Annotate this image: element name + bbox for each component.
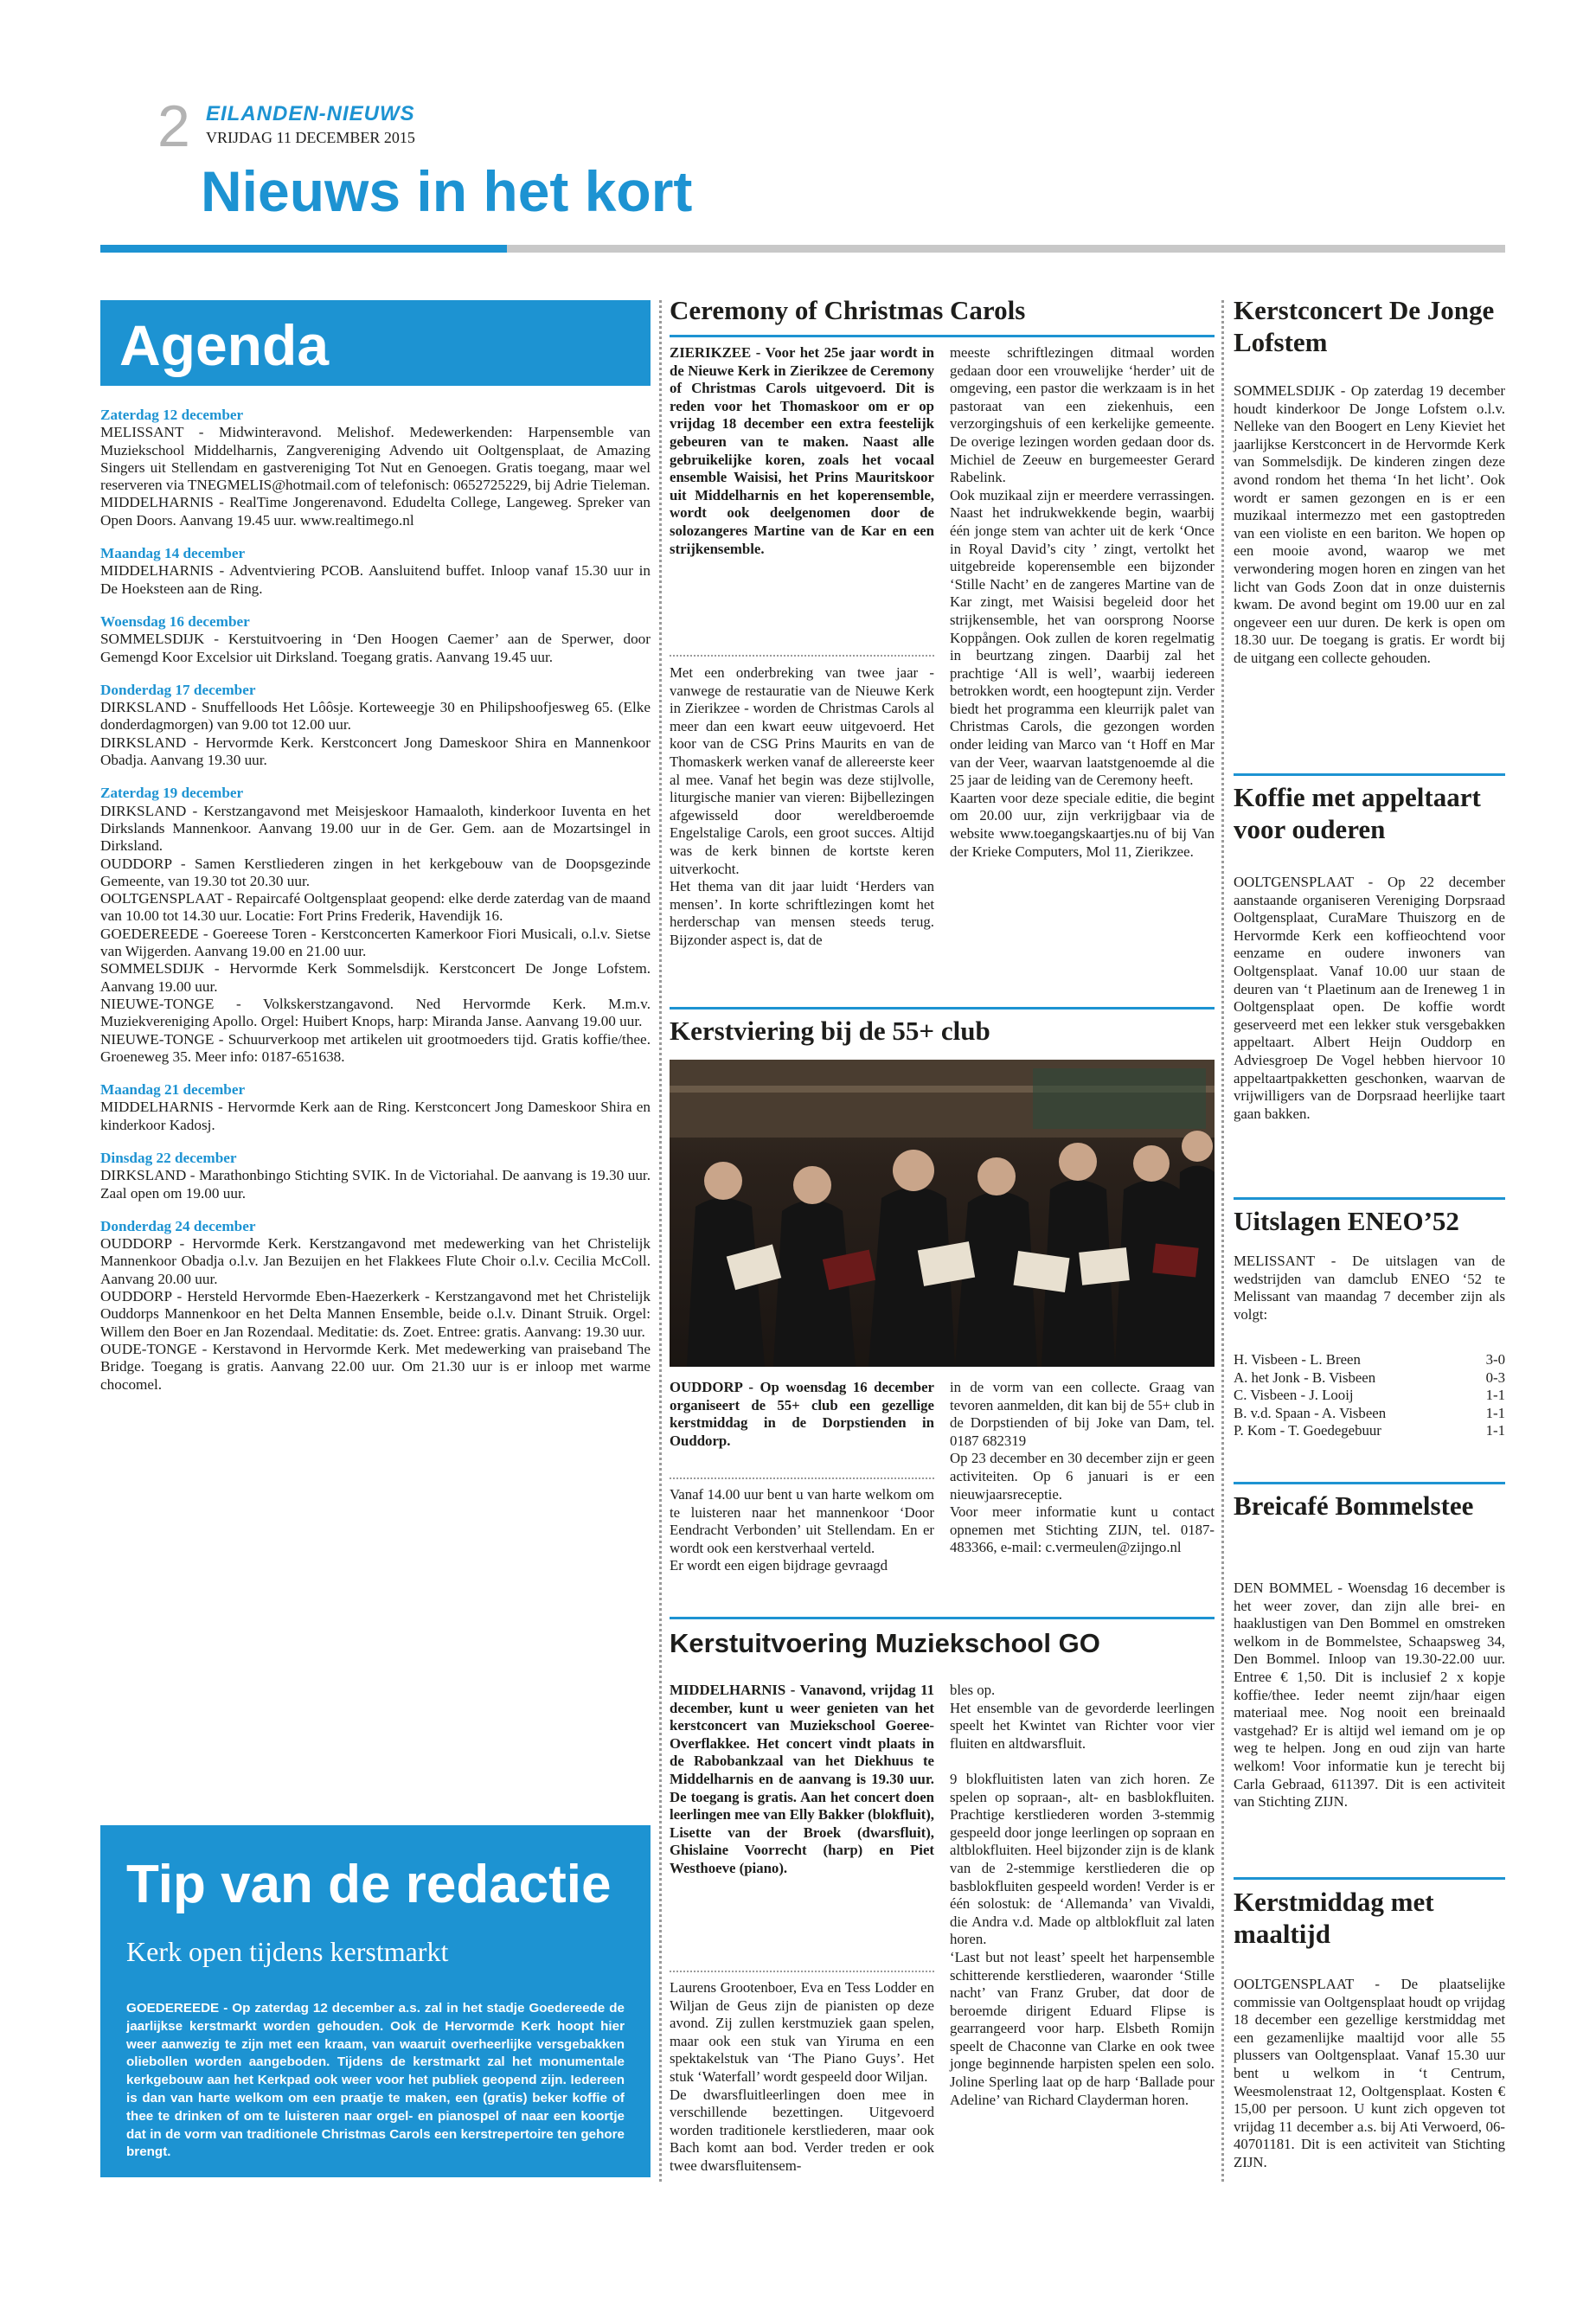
article-body: Laurens Grootenboer, Eva en Tess Lodder en Wiljan de Geus zijn de pianisten op deze avond. Zij zullen kerstmuziek gaan spelen, maar ook een stuk van Yiruma en een spektakelstuk van ‘The Piano Guys’. Het stuk ‘Waterfall’ wordt gespeeld door Wiljan. De dwarsfluitleerlingen doen mee in verschillende bezettingen. Uitgevoerd worden traditionele kerstliederen, maar ook Bach komt aan bod. Verder treden er ook twee dwarsfluitensem- (670, 1979, 934, 2174)
article-lead: MIDDELHARNIS - Vanavond, vrijdag 11 december, kunt u weer genieten van het kerstconcert van Muziekschool Goeree-Overflakkee. Het concert vindt plaats in de Rabobankzaal van het Diekhuus te Middelharnis en de aanvang is 19.30 uur. De toegang is gratis. Aan het concert doen leerlingen mee van Elly Bakker (blokfluit), Lisette van der Broek (dwarsfluit), Ghislaine Voorrecht (harp) en Piet Westhoeve (piano). (670, 1682, 934, 1876)
article-body: DEN BOMMEL - Woensdag 16 december is het weer zover, dan zijn alle brei- en haaklustigen van Den Bommel en omstreken welkom in de Bommelstee, Schaapsweg 34, Den Bommel. Inloop van 19.30-22.00 uur. Entree € 1,50. Dit is inclusief 2 x kopje koffie/thee. Ieder neemt zijn/haar eigen materiaal mee. Nog nooit een breinaald vastgehad? Er is altijd wel iemand om je op weg te helpen. Jong en oud zijn van harte welkom! Voor informatie kun je terecht bij Carla Gebraad, 611397. Dit is een activiteit van Stichting ZIJN. (1234, 1580, 1505, 1811)
agenda-entry: MELISSANT - Midwinteravond. Melishof. Medewerkenden: Harpensemble van Muziekschool Middelharnis, Zangvereniging Advendo uit Ooltgensplaat, de Amazing Singers uit Stellendam en gastvereniging Tot Nut en Genoegen. Gratis toegang, maar wel reserveren via TNEGMELIS@hotmail.com of telefonisch: 0652725229, bij Adrie Tieleman. MIDDELHARNIS - RealTime Jongerenavond. Edudelta College, Langeweg. Spreker van Open Doors. Aanvang 19.45 uur. www.realtimego.nl (100, 424, 651, 529)
article-body: SOMMELSDIJK - Op zaterdag 19 december houdt kinderkoor De Jonge Lofstem o.l.v. Nelleke van den Boogert en Leny Kieviet het jaarlijkse Kerstconcert in de Hervormde Kerk van Sommelsdijk. De kinderen zingen deze avond rondom het thema ‘In het licht’. Ook wordt er samen gezongen en is er een muzikaal intermezzo met een gastoptreden van een violiste en een bariton. We hopen op een mooie avond, waarop we met verwondering mogen horen en zingen van het licht van Gods Zoon dat in onze duisternis kwam. De avond begint om 19.00 uur en zal ongeveer een uur duren. De kerk is open om 18.30 uur. De toegang is gratis. Er wordt bij de uitgang een collecte gehouden. (1234, 382, 1505, 666)
article-body: Vanaf 14.00 uur bent u van harte welkom om te luisteren naar het mannenkoor ‘Door Eendracht Verbonden’ uit Stellendam. En er wordt ook een kerstverhaal verteld. Er wordt een eigen bijdrage gevraagd (670, 1486, 934, 1574)
article-body: meeste schriftlezingen ditmaal worden gedaan door een vrouwelijke ‘herder’ uit de omgeving, een pastor die werkzaam is in het pastoraat van een ziekenhuis, een verzorgingshuis of een kerkelijke gemeente. De overige lezingen worden gedaan door ds. Michiel de Zeeuw en burgemeester Gerard Rabelink. Ook muzikaal zijn er meerdere verrassingen. Naast het indrukwekkende begin, waarbij één jonge stem van achter uit de kerk ‘Once in Royal David’s city ’ zingt, vertolkt het uitgebreide koperensemble een bijzonder ‘Stille Nacht’ en de zangeres Martine van de Kar zingt, met Waisisi begeleid door het strijkensemble, het van oorsprong Noorse Koppången. Ook zullen de koren regelmatig in beurtzang zingen. Daarbij zal het prachtige ‘All is well’, waarbij iedereen betrokken wordt, een hoogtepunt zijn. Verder biedt het programma een kleurrijk palet van Christmas Carols, die gezongen worden onder leiding van Marco van ‘t Hoff en Mar van der Veer, waarvan laatstgenoemde al die 25 jaar de leiding van de Ceremony heeft. Kaarten voor deze speciale editie, die begint om 20.00 uur, zijn verkrijgbaar via de website www.toegangskaartjes.nu of bij Van der Krieke Computers, Mol 11, Zierikzee. (950, 344, 1215, 860)
header-rule (507, 245, 1505, 253)
results-table (1234, 1351, 1505, 1440)
agenda-title: Agenda (119, 313, 330, 377)
page-number: 2 (157, 93, 190, 159)
choir-photo-illustration (670, 1060, 1215, 1367)
result-row (1234, 1422, 1505, 1440)
result-match: H. Visbeen - L. Breen (1234, 1351, 1361, 1368)
choir-photo (670, 1060, 1215, 1367)
section-title: Nieuws in het kort (201, 159, 693, 223)
result-row (1234, 1369, 1505, 1388)
headline-rule (1234, 1482, 1505, 1484)
article-headline: Koffie met appeltaart voor ouderen (1234, 782, 1481, 845)
agenda-date: Donderdag 24 december (100, 1217, 256, 1234)
headline-rule (1234, 1197, 1505, 1200)
agenda-list (100, 407, 651, 1394)
column-divider (659, 300, 662, 2182)
result-score: 1-1 (1485, 1422, 1505, 1439)
agenda-entry: OUDDORP - Hervormde Kerk. Kerstzangavond met medewerking van het Christelijk Mannenkoor Obadja o.l.v. Jan Bezuijen en het Flakkees Flute Choir o.l.v. Cecilia McColl. Aanvang 20.00 uur. OUDDORP - Hersteld Hervormde Eben-Haezerkerk - Kerstzangavond met het Christelijk Ouddorps Mannenkoor en het Delta Mannen Ensemble, beide o.l.v. Dinant Struik. Orgel: Willem den Boer en Jan Rozendaal. Meditatie: ds. Zoet. Entree: gratis. Aanvang: 19.30 uur. OUDE-TONGE - Kerstavond in Hervormde Kerk. Met medewerking van praiseband The Bridge. Toegang is gratis. Aanvang 22.00 uur. Om 21.30 uur is er inloop met warme chocomel. (100, 1235, 651, 1393)
result-row (1234, 1387, 1505, 1405)
headline-rule (670, 1617, 1215, 1619)
headline-rule (670, 1007, 1215, 1009)
result-row (1234, 1351, 1505, 1369)
agenda-entry: MIDDELHARNIS - Adventviering PCOB. Aansluitend buffet. Inloop vanaf 15.30 uur in De Hoeksteen aan de Ring. (100, 562, 651, 597)
newspaper-logo: EILANDEN-NIEUWS (206, 102, 415, 125)
agenda-header (100, 300, 651, 386)
article-body: OOLTGENSPLAAT - De plaatselijke commissie van Ooltgensplaat houdt op vrijdag 18 december een gezellige kerstmiddag met een gezamenlijke maaltijd voor alle 55 plussers van Ooltgensplaat. Vanaf 15.30 uur bent u welkom in ‘t Centrum, Weesmolenstraat 12, Ooltgensplaat. Kosten € 15,00 per persoon. U kunt zich opgeven tot vrijdag 11 december a.s. bij Ati Verwoerd, 06-40701181. Dit is een activiteit van Stichting ZIJN. (1234, 1976, 1505, 2170)
agenda-date: Maandag 21 december (100, 1081, 246, 1099)
agenda-date: Woensdag 16 december (100, 612, 250, 630)
tip-body: GOEDEREEDE - Op zaterdag 12 december a.s. zal in het stadje Goedereede de jaarlijkse kerstmarkt worden gehouden. Ook de Hervormde Kerk hoopt hier weer aanwezig te zijn met een kraam, van waaruit overheerlijke versgebakken oliebollen worden aangeboden. Tijdens de kerstmarkt zal het monumentale kerkgebouw aan het Kerkpad ook weer voor het publiek geopend zijn. Iedereen is dan van harte welkom om een praatje te maken, een (gratis) beker koffie of thee te drinken of om te luisteren naar orgel- en pianospel of naar een koortje dat in de vorm van traditionele Christmas Carols een kerstrepertoire ten gehore brengt. (126, 2001, 625, 2160)
agenda-date: Zaterdag 12 december (100, 407, 244, 423)
article-lead: ZIERIKZEE - Voor het 25e jaar wordt in de Nieuwe Kerk in Zierikzee de Ceremony of Christmas Carols uitgevoerd. Dit is reden voor het Thomaskoor om er op vrijdag 18 december een extra feestelijk gebeuren van te maken. Naast alle gebruikelijke koren, zoals het vocaal ensemble Waisisi, het Prins Mauritskoor uit Middelharnis en het koperensemble, wordt ook deelgenomen door de solozangeres Martine van de Kar en een strijkensemble. (670, 344, 934, 557)
tip-title: Tip van de redactie (126, 1855, 612, 1914)
article-body: in de vorm van een collecte. Graag van tevoren aanmelden, dit kan bij de 55+ club in de Dorpstienden of bij Joke van Dam, tel. 0187 682319 Op 23 december en 30 december zijn er geen activiteiten. Op 6 januari is er een nieuwjaarsreceptie. Voor meer informatie kunt u contact opnemen met Stichting ZIJN, tel. 0187-483366, e-mail: c.vermeulen@zijngo.nl (950, 1379, 1215, 1556)
result-match: B. v.d. Spaan - A. Visbeen (1234, 1404, 1387, 1421)
agenda-entry: DIRKSLAND - Snuffelloods Het Lôôsje. Korteweegje 30 en Philipshoofjesweg 65. (Elke donderdagmorgen) van 9.00 tot 12.00 uur. DIRKSLAND - Hervormde Kerk. Kerstconcert Jong Dameskoor Shira en Mannenkoor Obadja. Aanvang 19.30 uur. (100, 699, 651, 769)
article-body: Met een onderbreking van twee jaar - vanwege de restauratie van de Nieuwe Kerk in Zierikzee - worden de Christmas Carols al meer dan een kwart eeuw uitgevoerd. Het koor van de CSG Prins Maurits en van de Thomaskerk werken vanaf de allereerste keer al mee. Vanaf het begin was deze stijlvolle, liturgische manier van vieren: Bijbellezingen afgewisseld door wereldberoemde Engelstalige Carols, een groot succes. Altijd was de kerk binnen de kortste keren uitverkocht. Het thema van dit jaar luidt ‘Herders van mensen’. In korte schriftlezingen komt het herderschap van mensen steeds terug. Bijzonder aspect is, dat de (670, 664, 934, 948)
article-headline: Kerstmiddag met maaltijd (1234, 1887, 1434, 1950)
lead-divider (670, 1477, 934, 1479)
result-match: A. het Jonk - B. Visbeen (1234, 1368, 1376, 1386)
agenda-date: Donderdag 17 december (100, 681, 256, 698)
issue-date: VRIJDAG 11 DECEMBER 2015 (206, 129, 415, 146)
article-headline: Breicafé Bommelstee (1234, 1490, 1474, 1521)
result-score: 0-3 (1485, 1368, 1505, 1386)
article-body: MELISSANT - De uitslagen van de wedstrijden van damclub ENEO ‘52 te Melissant van maandag 7 december zijn als volgt: (1234, 1253, 1505, 1323)
article-headline: Kerstviering bij de 55+ club (670, 1016, 990, 1046)
headline-rule (670, 335, 1215, 337)
agenda-entry: DIRKSLAND - Kerstzangavond met Meisjeskoor Hamaaloth, kinderkoor Iuventa en het Dirkslands Mannenkoor. Aanvang 19.00 uur in de Ger. Gem. aan de Mozartsingel in Dirksland. OUDDORP - Samen Kerstliederen zingen in het kerkgebouw van de Doopsgezinde Gemeente, van 19.30 tot 20.30 uur. OOLTGENSPLAAT - Repaircafé Ooltgensplaat geopend: elke derde zaterdag van de maand van 10.00 tot 14.30 uur. Locatie: Fort Prins Frederik, Havendijk 16. GOEDEREEDE - Goereese Toren - Kerstconcerten Kamerkoor Fiori Musicali, o.l.v. Sietse van Wijgerden. Aanvang 19.00 en 21.00 uur. SOMMELSDIJK - Hervormde Kerk Sommelsdijk. Kerstconcert De Jonge Lofstem. Aanvang 19.00 uur. NIEUWE-TONGE - Volkskerstzangavond. Ned Hervormde Kerk. M.m.v. Muziekvereniging Apollo. Orgel: Huibert Knops, harp: Miranda Janse. Aanvang 19.00 uur. NIEUWE-TONGE - Schuurverkoop met artikelen uit grootmoeders tijd. Gratis koffie/thee. Groeneweg 35. Meer info: 0187-651638. (100, 802, 651, 1065)
result-match: C. Visbeen - J. Looij (1234, 1387, 1354, 1404)
headline-rule (1234, 773, 1505, 776)
article-headline: Ceremony of Christmas Carols (670, 295, 1026, 325)
article-headline: Kerstconcert De Jonge Lofstem (1234, 295, 1495, 358)
column-divider (1221, 300, 1224, 2182)
article-headline: Uitslagen ENEO’52 (1234, 1206, 1459, 1236)
result-row (1234, 1405, 1505, 1423)
headline-rule (1234, 1877, 1505, 1880)
lead-divider (670, 655, 934, 657)
tip-subtitle: Kerk open tijdens kerstmarkt (126, 1936, 449, 1967)
result-match: P. Kom - T. Goedegebuur (1234, 1422, 1381, 1439)
result-score: 1-1 (1485, 1387, 1505, 1404)
lead-divider (670, 1971, 934, 1972)
agenda-date: Zaterdag 19 december (100, 785, 244, 802)
article-body: bles op. Het ensemble van de gevorderde leerlingen speelt het Kwintet van Richter voor vier fluiten en altdwarsfluit. 9 blokfluitisten laten van zich horen. Ze spelen op sopraan-, alt- en basblokfluiten. Prachtige kerstliederen worden 3-stemmig gespeeld door jonge leerlingen op sopraan en altblokfluiten. Heel bijzonder zijn is de klank van de 2-stemmige kerstliederen die op basblokfluiten gespeeld worden! Verder is er één solostuk: de ‘Allemanda’ van Vivaldi, die Andra v.d. Made op altblokfluit zal laten horen. ‘Last but not least’ speelt het harpensemble schitterende kerstliederen, waaronder ‘Stille nacht’ van Franz Gruber, dat door de beroemde dirigent Eduard Flipse is gearrangeerd voor harp. Elsbeth Romijn speelt de Chaconne van Clarke en ook twee jonge beginnende harpisten spelen een solo. Joline Sperling laat op de harp ‘Ballade pour Adeline’ van Richard Clayderman horen. (950, 1682, 1215, 2108)
agenda-entry: SOMMELSDIJK - Kerstuitvoering in ‘Den Hoogen Caemer’ aan de Sperwer, door Gemengd Koor Excelsior uit Dirksland. Toegang gratis. Aanvang 19.45 uur. (100, 631, 651, 665)
result-score: 3-0 (1485, 1351, 1505, 1368)
article-lead: OUDDORP - Op woensdag 16 december organiseert de 55+ club een gezellige kerstmiddag in de Dorpstienden in Ouddorp. (670, 1379, 934, 1449)
agenda-date: Maandag 14 december (100, 545, 246, 562)
result-score: 1-1 (1485, 1404, 1505, 1421)
agenda-entry: MIDDELHARNIS - Hervormde Kerk aan de Ring. Kerstconcert Jong Dameskoor Shira en kinderkoor Kadosj. (100, 1099, 651, 1133)
article-body: OOLTGENSPLAAT - Op 22 december aanstaande organiseren Vereniging Dorpsraad Ooltgensplaat, CuraMare Thuiszorg en de Hervormde Kerk een koffieochtend voor eenzame en oudere inwoners van Ooltgensplaat. Vanaf 10.00 uur staan de deuren van ‘t Plaetinum aan de Ireneweg 1 in Ooltgensplaat open. De koffie wordt geserveerd met een lekker stuk versgebakken appeltaart. Albert Heijn Ouddorp en Adviesgroep De Vogel hebben hiervoor 10 appeltaartpakketten geschonken, waarvan de vrijwilligers van de Dorpsraad heerlijke taart gaan bakken. (1234, 874, 1505, 1122)
editor-tip-box (100, 1825, 651, 2177)
agenda-entry: DIRKSLAND - Marathonbingo Stichting SVIK. In de Victoriahal. De aanvang is 19.30 uur. Zaal open om 19.00 uur. (100, 1167, 651, 1202)
header-rule-accent (100, 245, 507, 253)
article-headline: Kerstuitvoering Muziekschool GO (670, 1628, 1100, 1658)
agenda-date: Dinsdag 22 december (100, 1149, 237, 1166)
